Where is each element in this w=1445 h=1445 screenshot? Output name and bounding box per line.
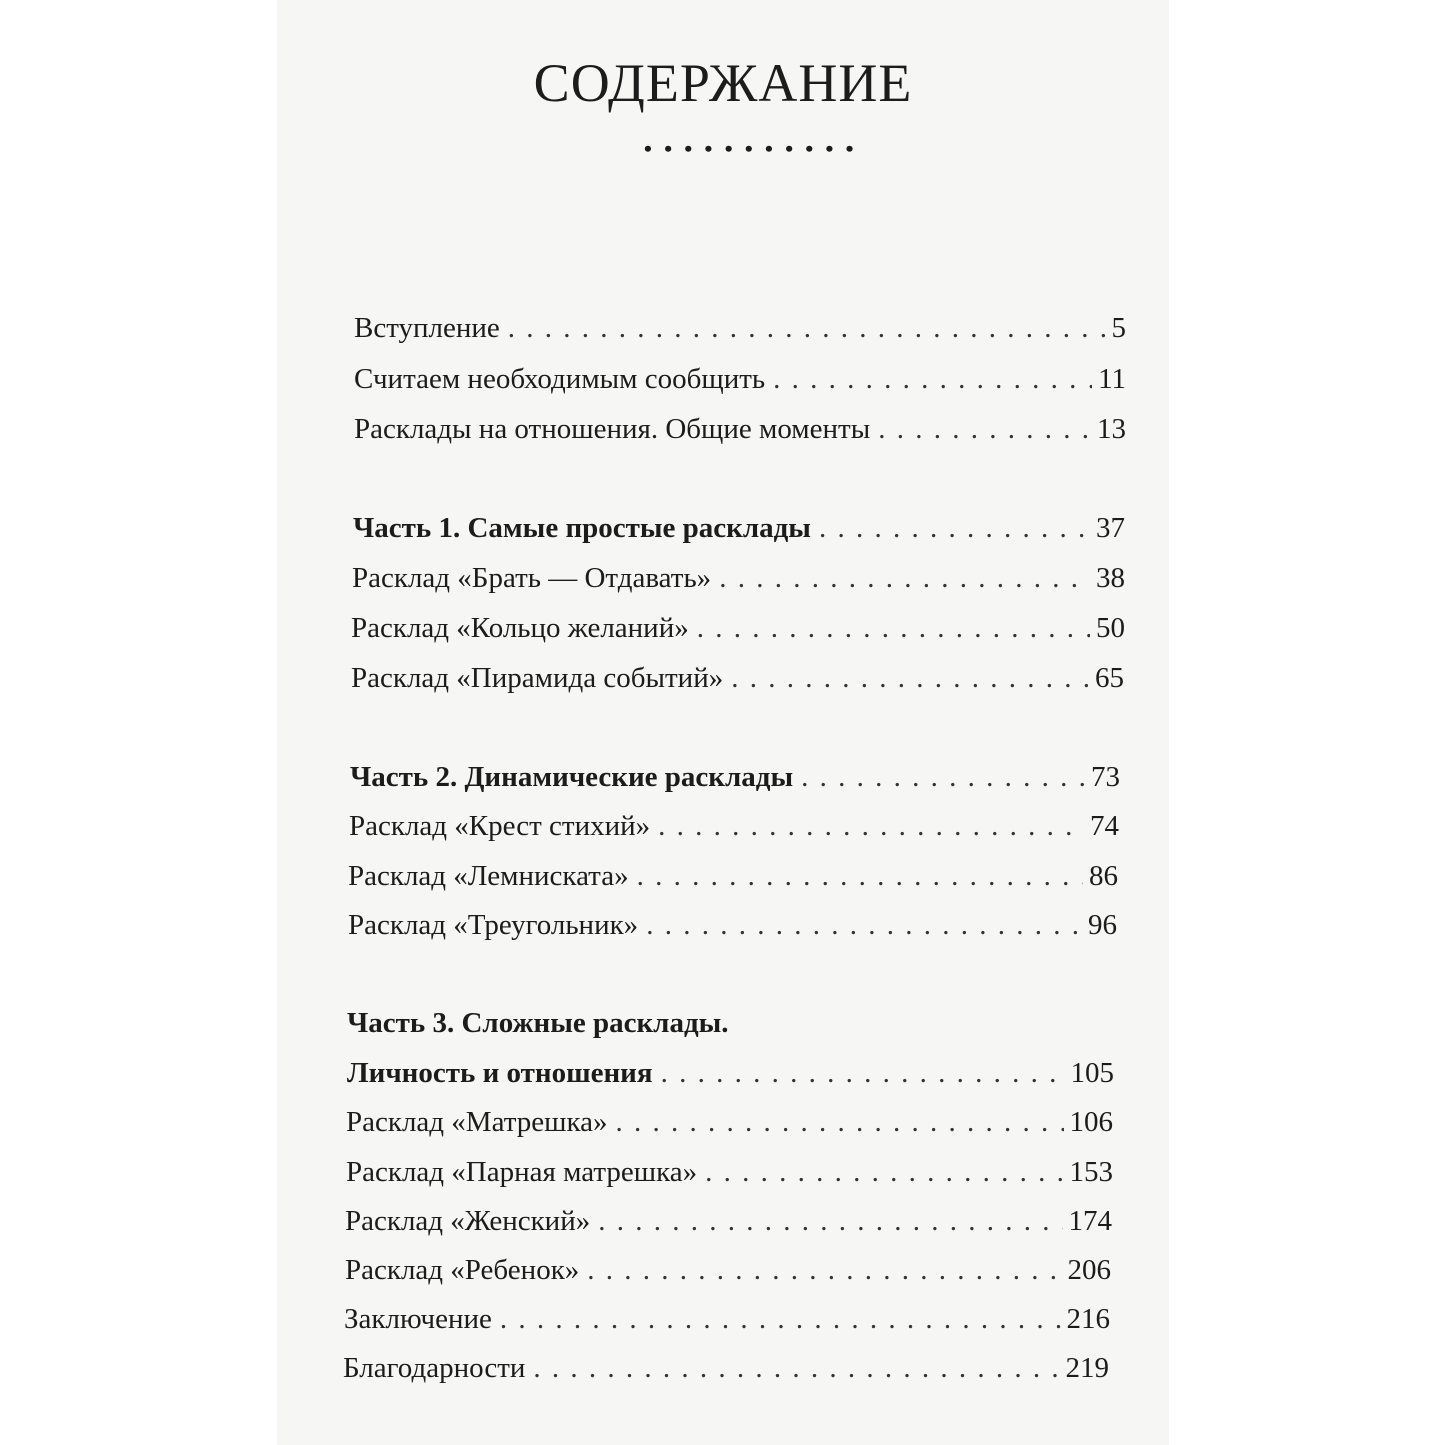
- toc-entry-page: 153: [1069, 1156, 1113, 1188]
- ornament-dots: • • • • • • • • • • •: [643, 136, 857, 161]
- toc-entry-title: Расклад «Женский»: [345, 1205, 591, 1237]
- toc-entry-page: 216: [1066, 1303, 1110, 1335]
- toc-entry-part-3: [347, 1005, 1117, 1041]
- toc-entry-part-1: [353, 510, 1125, 546]
- toc-entry-page: 5: [1111, 312, 1126, 344]
- toc-entry-title: Заключение: [344, 1303, 492, 1335]
- dot-leader: [590, 1203, 1062, 1239]
- dot-leader: [653, 1055, 1065, 1091]
- toc-entry-title: Расклады на отношения. Общие моменты: [354, 413, 871, 445]
- toc-entry-title: Расклад «Пирамида событий»: [351, 662, 724, 694]
- toc-entry-title: Благодарности: [343, 1352, 526, 1384]
- toc-entry-page: 50: [1096, 612, 1125, 644]
- toc-entry-introduction: [354, 310, 1126, 346]
- dot-leader: [607, 1104, 1063, 1140]
- toc-entry-page: 105: [1070, 1057, 1114, 1089]
- dot-leader: [500, 310, 1106, 346]
- toc-entry-conclusion: [344, 1301, 1110, 1337]
- toc-entry-personality: [347, 1055, 1114, 1091]
- toc-entry-pyramid: [351, 660, 1124, 696]
- dot-leader: [811, 510, 1090, 546]
- toc-entry-title: Расклад «Парная матрешка»: [346, 1156, 698, 1188]
- toc-entry-triangle: [348, 907, 1117, 943]
- toc-entry-part-2: [350, 759, 1120, 795]
- toc-entry-lemniscate: [348, 858, 1118, 894]
- toc-entry-page: 96: [1088, 909, 1117, 941]
- toc-entry-title: Расклад «Матрешка»: [346, 1106, 608, 1138]
- toc-entry-female: [345, 1203, 1112, 1239]
- toc-entry-acknowledgements: [343, 1350, 1109, 1386]
- toc-heading: СОДЕРЖАНИЕ: [533, 53, 913, 113]
- dot-leader: [638, 907, 1082, 943]
- toc-entry-page: 13: [1097, 413, 1126, 445]
- dot-leader: [629, 858, 1083, 894]
- toc-entry-page: 11: [1098, 363, 1126, 395]
- toc-entry-page: 37: [1096, 512, 1125, 544]
- toc-entry-title: Расклад «Крест стихий»: [349, 810, 651, 842]
- toc-entry-general: [354, 411, 1126, 447]
- dot-leader: [525, 1350, 1059, 1386]
- toc-entry-page: 74: [1090, 810, 1119, 842]
- toc-entry-matryoshka: [346, 1104, 1113, 1140]
- dot-leader: [870, 411, 1091, 447]
- dot-leader: [689, 610, 1090, 646]
- toc-entry-title: Личность и отношения: [347, 1057, 653, 1089]
- toc-entry-page: 106: [1069, 1106, 1113, 1138]
- toc-entry-page: 65: [1095, 662, 1124, 694]
- toc-entry-page: 38: [1096, 562, 1125, 594]
- toc-entry-title: Считаем необходимым сообщить: [354, 363, 766, 395]
- toc-entry-child: [345, 1252, 1111, 1288]
- dot-leader: [793, 759, 1085, 795]
- toc-entry-take-give: [352, 560, 1125, 596]
- dot-leader: [650, 808, 1084, 844]
- dot-leader: [765, 361, 1092, 397]
- toc-entry-title: Расклад «Треугольник»: [348, 909, 639, 941]
- toc-entry-title: Вступление: [354, 312, 500, 344]
- toc-entry-ring: [351, 610, 1125, 646]
- toc-entry-title: Часть 3. Сложные расклады.: [347, 1007, 729, 1039]
- toc-entry-title: Расклад «Брать — Отдавать»: [352, 562, 712, 594]
- toc-entry-title: Расклад «Ребенок»: [345, 1254, 580, 1286]
- toc-entry-title: Часть 2. Динамические расклады: [350, 761, 794, 793]
- toc-entry-page: 86: [1089, 860, 1118, 892]
- toc-entry-page: 174: [1068, 1205, 1112, 1237]
- toc-entry-title: Часть 1. Самые простые расклады: [353, 512, 811, 544]
- toc-entry-notice: [354, 361, 1126, 397]
- toc-entry-page: 206: [1067, 1254, 1111, 1286]
- dot-leader: [697, 1154, 1063, 1190]
- book-page: [277, 0, 1169, 1445]
- toc-entry-page: 219: [1065, 1352, 1109, 1384]
- dot-leader: [711, 560, 1090, 596]
- dot-leader: [579, 1252, 1061, 1288]
- dot-leader: [723, 660, 1089, 696]
- toc-entry-title: Расклад «Кольцо желаний»: [351, 612, 689, 644]
- toc-entry-pair-matryoshka: [346, 1154, 1113, 1190]
- dot-leader: [492, 1301, 1061, 1337]
- toc-entry-title: Расклад «Лемниската»: [348, 860, 629, 892]
- toc-entry-page: 73: [1091, 761, 1120, 793]
- toc-entry-cross: [349, 808, 1119, 844]
